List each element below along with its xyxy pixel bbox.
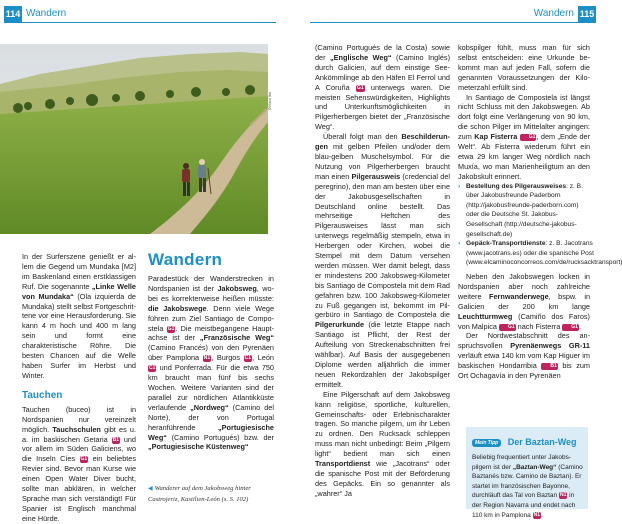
column-3 — [315, 43, 450, 499]
text-run: Tauchen (buceo) ist in Nordspanien nur vereinzelt möglich. — [22, 404, 136, 434]
map-marker-badge: G1 — [167, 325, 175, 332]
tip-box — [466, 427, 588, 519]
text-run: mit gelben Pfeilen und/oder dem blau-gelben Muschelsymbol. Für die Nutzung von Pilgerherbergen braucht man einen — [315, 142, 450, 181]
text-run: (Camino Baztanés bzw. Camino de Baztan). Er startet im französischen Bayonne, durchläuft das Tal von Baztan — [472, 463, 583, 500]
bold-text: „Baztan-Weg“ — [512, 463, 557, 471]
text-run: (Camino Inglés) durch Galicien, auf dem einstige See-Ankömmlinge ab den Häfen El Ferrol und A Coruña — [315, 52, 450, 92]
bold-text: Fernwanderwege — [489, 291, 549, 301]
info-list — [458, 182, 622, 268]
bold-text: Jakobsweg — [217, 283, 257, 293]
text-run: Der Nordwestabschnitt des anspruchsvollen — [458, 331, 590, 351]
bold-text: die Jakobswege — [148, 303, 207, 313]
text-run: gibt es u. a. im baskischen Getaria — [22, 424, 136, 444]
left-page-number: 114 — [4, 6, 22, 22]
bold-text: Tauchschulen — [52, 424, 101, 434]
map-marker-badge: N1 — [203, 355, 211, 362]
pilgrims-photo — [0, 44, 268, 234]
right-running-title: Wandern — [533, 8, 574, 19]
text-run: unterwegs waren. Die meisten Sehenswürdigkeiten, Highlights und Unterkunftsmöglichkeiten in Pilgerherbergen bietet der „Französische Weg“. — [315, 82, 450, 132]
gr11-paragraph — [458, 331, 590, 381]
text-run: kobspilger fühlt, muss man für sich selbst entscheiden: eine Urkunde bekommt man auf jeden Fall, sofern die genannten Voraussetzungen der Kilometerzahl erfüllt sind. — [458, 43, 590, 92]
fernwanderwege-paragraph — [458, 272, 590, 331]
map-marker-badge: G1 — [80, 456, 88, 463]
text-run: . — [578, 321, 581, 331]
text-run: (Ola izquierda de Mundaka) stellt selbst Fortgeschrittene vor eine Herausforderung. Sie kann 4 m hoch und 400 m lang sein und formt eine charakteristische Röhre. Die besten Chancen auf die Welle haben Surfer im Herbst und Winter. — [22, 291, 136, 380]
bold-text: Pilgerausweis — [351, 171, 401, 181]
tauchen-paragraph — [22, 405, 136, 524]
bold-text: Transportdienst — [315, 459, 371, 469]
caption-text: Wanderer auf dem Jakobsweg hinter Castrojeriz, Kastilien-León (s. S. 102) — [148, 485, 251, 503]
map-marker-badge: B1 — [112, 436, 119, 443]
bold-text: „Englische Weg“ — [330, 52, 392, 62]
text-run: Überall folgt man den — [323, 132, 402, 142]
text-run: Eine Pilgerschaft auf dem Jakobsweg kann religiöse, sportliche, kulturellen, Gemeinschafts- oder Erlebnischarakter tragen. So manche pilgern, um ihr Leben zu ordnen. Den Rucksack schleppen muss man nicht unbedingt: Beim „Pilgern light“ bedient man sich einen — [315, 389, 450, 459]
bold-text: „Portugiesische Küstenweg“ — [148, 442, 249, 452]
map-marker-badge: N1 — [533, 511, 540, 518]
bold-text: Beschilderungen — [315, 132, 450, 152]
text-run: (die letzte Etappe nach Santiago ist Pflicht, der Rest der Aufteilung von Streckenabschnitten frei wählbar). Auf Basis der ausgegebenen Diplome werden alljährlich die immer neuen Rekordzahlen der Jakobspilger ermittelt. — [315, 320, 450, 389]
text-run: . Denn viele Wege führen zum Ziel Santiago de Compostela — [148, 303, 274, 333]
text-run: verläuft etwa 140 km vom Kap Higuer im baskischen Hondarribia — [458, 351, 590, 371]
text-run: (Camiño dos Faros) von Malpica — [458, 311, 590, 331]
left-header-rule — [4, 22, 276, 23]
text-run: , bspw. in Galicien der 200 km lange — [458, 291, 590, 311]
right-page-number: 115 — [578, 6, 596, 22]
arrow-icon: › — [458, 240, 461, 248]
text-run: In der Surferszene genießt er allem die Gegend um Mundaka [M2] im Baskenland einen erstklassigen Ruf. Die sogenannte — [22, 252, 136, 291]
map-marker-badge: C1 — [244, 355, 252, 362]
text-run: in der Region Navarra und endet nach 110 km in Pamplona — [472, 492, 576, 519]
bold-text: Kap Fisterra — [474, 132, 518, 142]
pilgerausweis-paragraph — [315, 132, 450, 390]
text-run: (Camino del Norte), der von Portugal heranführende — [148, 402, 274, 432]
list-item — [458, 239, 622, 268]
list-item-title: Bestellung des Pilgerausweises — [466, 182, 567, 190]
bold-text: Leuchtturmweg — [458, 311, 513, 321]
wandern-heading: Wandern — [148, 250, 223, 269]
bold-text: Pyrenäenwegs GR-11 — [510, 341, 590, 351]
tip-badge: Mein Tipp — [472, 439, 501, 447]
text-run: bis zum Ort Ochagavía in den Pyrenäen — [458, 361, 591, 381]
text-run: (Camino Portugués de la Costa) sowie der — [315, 43, 450, 62]
text-run: nach Fisterra — [515, 321, 563, 331]
urkunde-paragraph — [458, 43, 590, 93]
column-2 — [148, 250, 274, 452]
map-marker-badge: G1 — [356, 84, 364, 91]
text-run: (credencial del peregrino), den man am besten über eine der Jakobusgesellschaften in Deutschland online bestellt. Das mehrseitige Heftchen des Pilgerausweises lässt man sich unterwegs regelmäßig stempeln, etwa in Herbergen oder Kirchen, wobei die Stempel mit dem Datum versehen werden müssen. Wer damit belegt, dass er mindestens 200 Jakobsweg-Kilometer bis Santiago de Compostela mit dem Rad gefahren bzw. 100 Jakobsweg-Kilometer zu Fuß gegangen ist, bekommt im Pilgerbüro in Santiago de Compostela die — [315, 171, 451, 320]
bold-text: Pilgerurkunde — [315, 320, 365, 330]
camino-variants-paragraph — [315, 43, 450, 132]
column-1 — [22, 252, 136, 524]
photo-credit: 096sol lfm — [267, 91, 272, 110]
tip-body — [472, 453, 583, 520]
map-marker-badge: G1 — [499, 324, 516, 331]
text-run: wie „Jacotrans“ oder die spanische Post mit der Beförderung des Gepäcks. Ein so genannter als „wahrer“ Ja — [315, 459, 450, 498]
text-run: und vor allem im Süden Galiciens, wo die Inseln Cíes — [22, 434, 136, 464]
text-run: , León — [252, 353, 274, 363]
arrow-icon: › — [458, 182, 461, 190]
text-run: ein beliebtes Revier sind. Bevor man Kurse wie einen Open Water Diver bucht, sollte man abklären, in welcher Sprache man sich verständigt! Für Spanier ist Englisch manchmal eine Hürde. — [22, 454, 136, 523]
list-item-title: Gepäck-Transportdienste — [466, 240, 546, 248]
text-run: In Santiago de Compostela ist längst nicht Schluss mit den Jakobswegen. Ab dort folgt eine Verlängerung von 90 km, die schon Pilger im Mittelalter angingen: zum — [458, 92, 590, 142]
right-header-rule — [310, 22, 596, 23]
map-marker-badge: G1 — [520, 134, 537, 141]
list-item — [458, 182, 590, 240]
pilgerschaft-paragraph — [315, 390, 450, 499]
text-run: (Camino Francés) von den Pyrenäen über Pamplona — [148, 343, 274, 363]
text-run: und Ponferrada. Für die etwa 750 km braucht man fünf bis sechs Wochen. Weitere Varianten sind der parallel zur nördlichen Atlantikküste verlaufende — [148, 363, 274, 412]
surf-paragraph — [22, 252, 136, 381]
map-marker-badge: B1 — [541, 363, 557, 370]
fisterra-paragraph — [458, 93, 590, 182]
jakobsweg-paragraph — [148, 274, 274, 452]
left-running-title: Wandern — [26, 8, 67, 19]
tip-title: Der Baztan-Weg — [507, 437, 577, 447]
text-run: . Die meistbegangene Hauptachse ist der — [148, 323, 274, 343]
bold-text: „Portugiesische Weg“ — [148, 422, 274, 442]
list-item-body: : z. B. Jacotrans (www.jacotrans.es) oder die spanische Post (www.elcaminoconcorreos.com/de/rucksacktransport) — [466, 240, 622, 267]
bold-text: „Französische Weg“ — [199, 333, 274, 343]
photo-caption — [148, 484, 273, 504]
map-marker-badge: G1 — [562, 324, 579, 331]
text-run: Paradestück der Wanderstrecken in Nordspanien ist der — [148, 274, 274, 293]
text-run: . — [541, 511, 543, 519]
column-4 — [458, 43, 622, 381]
text-run: , dem „Ende der Welt“. Ab Fisterra wiederum führt ein etwa 29 km langer Weg nördlich nach Muxía, wo man Marienheiligtum an den Jakobskult erinnert. — [458, 132, 591, 181]
caption-triangle-icon: ◀ — [148, 486, 153, 492]
text-run: , Burgos — [211, 353, 244, 363]
list-item-body: : z. B. über Jakobusfreunde Paderborn (http://jakobusfreunde-paderborn.com) oder die Deutsche St. Jakobus-Gesellschaft (http://deutsche-jakobus-gesellschaft.de) — [466, 182, 583, 238]
text-run: Beliebig frequentiert unter Jakobspilgern ist der — [472, 454, 572, 471]
text-run: , wobei es korrekterweise heißen müsste: — [148, 283, 274, 303]
text-run: Neben den Jakobswegen locken in Nordspanien aber noch zahlreiche weitere — [458, 272, 590, 301]
tauchen-heading: Tauchen — [22, 389, 63, 401]
bold-text: „Linke Welle von Mundaka“ — [22, 281, 136, 301]
photo-illustration — [0, 44, 268, 234]
bold-text: „Nordweg“ — [190, 402, 229, 412]
map-marker-badge: N1 — [559, 492, 567, 499]
text-run: (Camino Portugués) bzw. der — [166, 432, 274, 442]
map-marker-badge: C1 — [149, 365, 156, 372]
